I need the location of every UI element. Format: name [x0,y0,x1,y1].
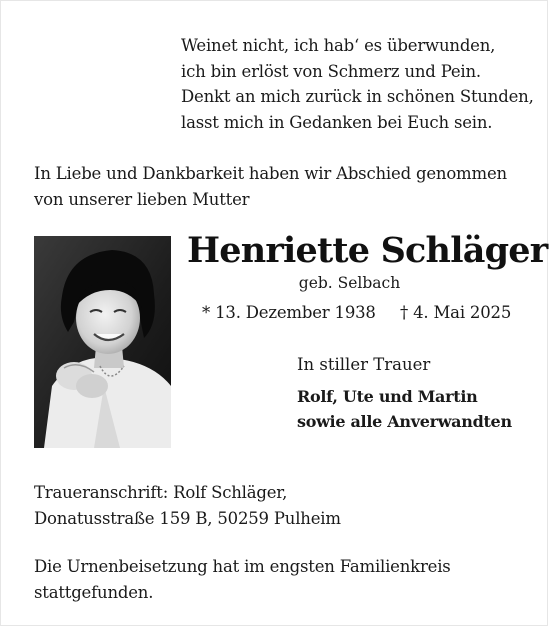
poem-line: Denkt an mich zurück in schönen Stunden, [181,87,534,106]
maiden-name: geb. Selbach [298,274,401,292]
mourner-line: Rolf, Ute und Martin [297,387,478,406]
portrait-photo [34,236,171,448]
mourning-heading: In stiller Trauer [297,355,431,374]
deceased-name: Henriette Schläger [187,230,548,271]
burial-notice: Die Urnenbeisetzung hat im engsten Familienkreis stattgefunden. [34,557,451,602]
death-date: † 4. Mai 2025 [400,303,512,322]
mourner-line: sowie alle Anverwandten [297,412,512,431]
poem [181,33,541,135]
poem-line: lasst mich in Gedanken bei Euch sein. [181,112,493,132]
poem-line: ich bin erlöst von Schmerz und Pein. [181,61,481,81]
address-line: Traueranschrift: Rolf Schläger, [34,483,288,502]
mourners-list [297,384,537,434]
intro-text: In Liebe und Dankbarkeit haben wir Abschied genommen von unserer lieben Mutter [34,164,507,209]
address-line: Donatusstraße 159 B, 50259 Pulheim [34,508,341,528]
birth-date: * 13. Dezember 1938 [202,303,376,322]
poem-line: Weinet nicht, ich hab‘ es überwunden, [181,36,496,55]
mourning-address [34,480,434,531]
